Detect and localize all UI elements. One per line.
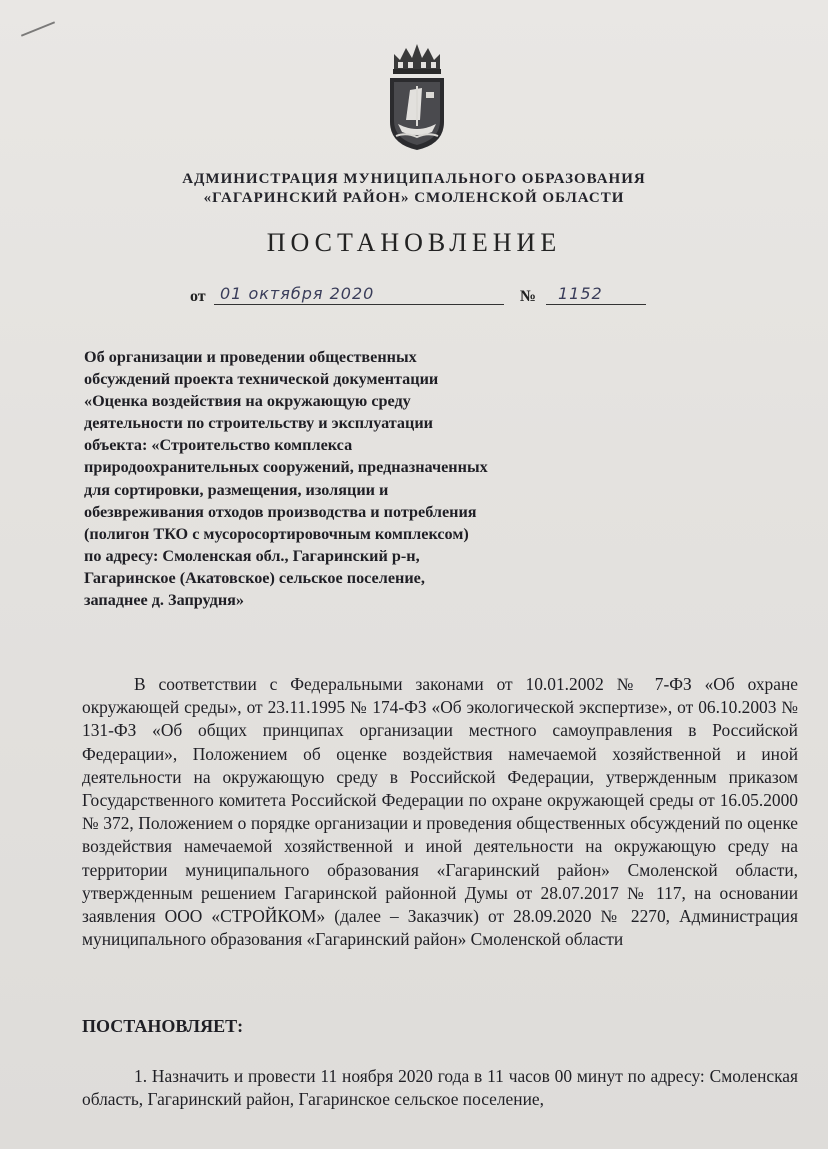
document-subject (84, 346, 604, 611)
subject-line: Гагаринское (Акатовское) сельское поселение, (84, 568, 425, 587)
subject-line: по адресу: Смоленская обл., Гагаринский р-н, (84, 546, 420, 565)
pen-mark (21, 21, 55, 36)
organization-line-1: АДМИНИСТРАЦИЯ МУНИЦИПАЛЬНОГО ОБРАЗОВАНИЯ (182, 171, 646, 187)
date-underline (214, 304, 504, 305)
subject-line: (полигон ТКО с мусоросортировочным комплексом) (84, 524, 469, 543)
subject-line: «Оценка воздействия на окружающую среду (84, 392, 411, 411)
decree-heading: ПОСТАНОВЛЯЕТ: (82, 1016, 244, 1036)
coat-of-arms-icon (386, 40, 448, 152)
decree-point-1: 1. Назначить и провести 11 ноября 2020 года в 11 часов 00 минут по адресу: Смоленская область, Гагаринский район, Гагаринское сельское поселение, (82, 1066, 798, 1110)
date-handwritten: 01 октября 2020 (220, 284, 375, 303)
subject-line: обсуждений проекта технической документации (84, 370, 439, 389)
organization-name (0, 170, 828, 208)
subject-line: западнее д. Запрудня» (84, 591, 245, 610)
subject-line: Об организации и проведении общественных (84, 348, 417, 366)
number-prefix: № (520, 288, 537, 305)
subject-line: природоохранительных сооружений, предназначенных (84, 458, 488, 477)
number-underline (546, 304, 646, 305)
number-handwritten: 1152 (558, 284, 603, 303)
preamble-paragraph: В соответствии с Федеральными законами от 10.01.2002 № 7-ФЗ «Об охране окружающей среды», от 23.11.1995 № 174-ФЗ «Об экологической экспертизе», от 06.10.2003 № 131-ФЗ «Об общих принципах организации местного самоуправления в Российской Федерации», Положением об оценке воздействия намечаемой хозяйственной и иной деятельности на окружающую среду в Российской Федерации, утвержденным приказом Государственного комитета Российской Федерации по охране окружающей среды от 16.05.2000 № 372, Положением о порядке организации и проведения общественных обсуждений по оценке воздействия намечаемой хозяйственной и иной деятельности на окружающую среду на территории муниципального образования «Гагаринский район» Смоленской области, утвержденным решением Гагаринской районной Думы от 28.07.2017 № 117, на основании заявления ООО «СТРОЙКОМ» (далее – Заказчик) от 28.09.2020 № 2270, Администрация муниципального образования «Гагаринский район» Смоленской области (82, 674, 798, 950)
subject-line: деятельности по строительству и эксплуатации (84, 414, 433, 433)
organization-line-2: «ГАГАРИНСКИЙ РАЙОН» СМОЛЕНСКОЙ ОБЛАСТИ (203, 190, 625, 206)
subject-line: объекта: «Строительство комплекса (84, 436, 353, 455)
document-title: ПОСТАНОВЛЕНИЕ (266, 228, 562, 257)
date-prefix: от (190, 288, 206, 305)
subject-line: обезвреживания отходов производства и потребления (84, 502, 477, 521)
subject-line: для сортировки, размещения, изоляции и (84, 480, 389, 499)
